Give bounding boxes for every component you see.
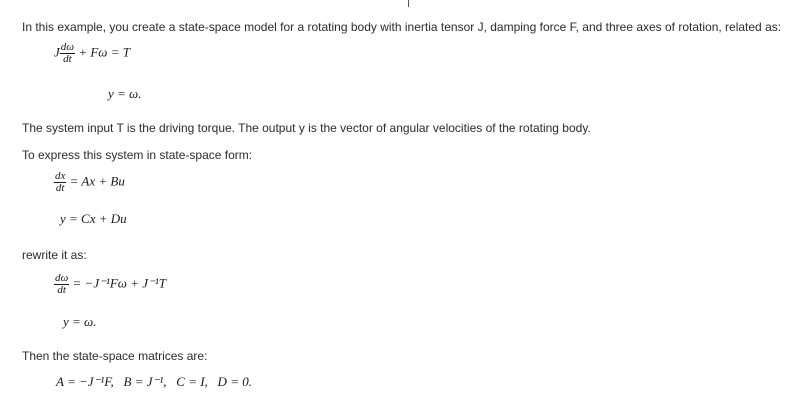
matrices-equation: A = −J⁻¹F, B = J⁻¹, C = I, D = 0. bbox=[56, 374, 252, 389]
cursor-mark bbox=[408, 0, 409, 7]
eq1-rest: + Fω = T bbox=[78, 44, 130, 60]
equation-rewritten-output: y = ω. bbox=[63, 314, 97, 329]
eq3-rest: = −J⁻¹Fω + J⁻¹T bbox=[72, 275, 167, 291]
equation-rewritten bbox=[54, 273, 166, 296]
eq1-denominator: dt bbox=[63, 53, 72, 65]
equation-motion bbox=[54, 42, 130, 65]
intro-paragraph: In this example, you create a state-space model for a rotating body with inertia tensor J, damping force F, and three axes of rotation, related as: bbox=[22, 20, 782, 34]
equation-output: y = ω. bbox=[108, 86, 142, 101]
express-paragraph: To express this system in state-space form: bbox=[22, 148, 253, 162]
eq1-numerator: dω bbox=[60, 41, 75, 53]
eq1-fraction bbox=[60, 42, 75, 65]
eq3-fraction bbox=[54, 273, 69, 296]
then-paragraph: Then the state-space matrices are: bbox=[22, 349, 208, 363]
rewrite-paragraph: rewrite it as: bbox=[22, 248, 87, 262]
eq2-numerator: dx bbox=[55, 170, 66, 182]
equation-state-output: y = Cx + Du bbox=[60, 211, 127, 226]
eq3-denominator: dt bbox=[57, 284, 66, 296]
eq1-prefix: J bbox=[54, 44, 60, 60]
equation-state bbox=[54, 171, 125, 194]
eq2-fraction bbox=[54, 171, 66, 194]
eq3-numerator: dω bbox=[55, 272, 69, 284]
eq2-denominator: dt bbox=[55, 182, 65, 194]
eq2-rest: = Ax + Bu bbox=[69, 173, 125, 189]
io-paragraph: The system input T is the driving torque. The output y is the vector of angular velocities of the rotating body. bbox=[22, 121, 591, 135]
